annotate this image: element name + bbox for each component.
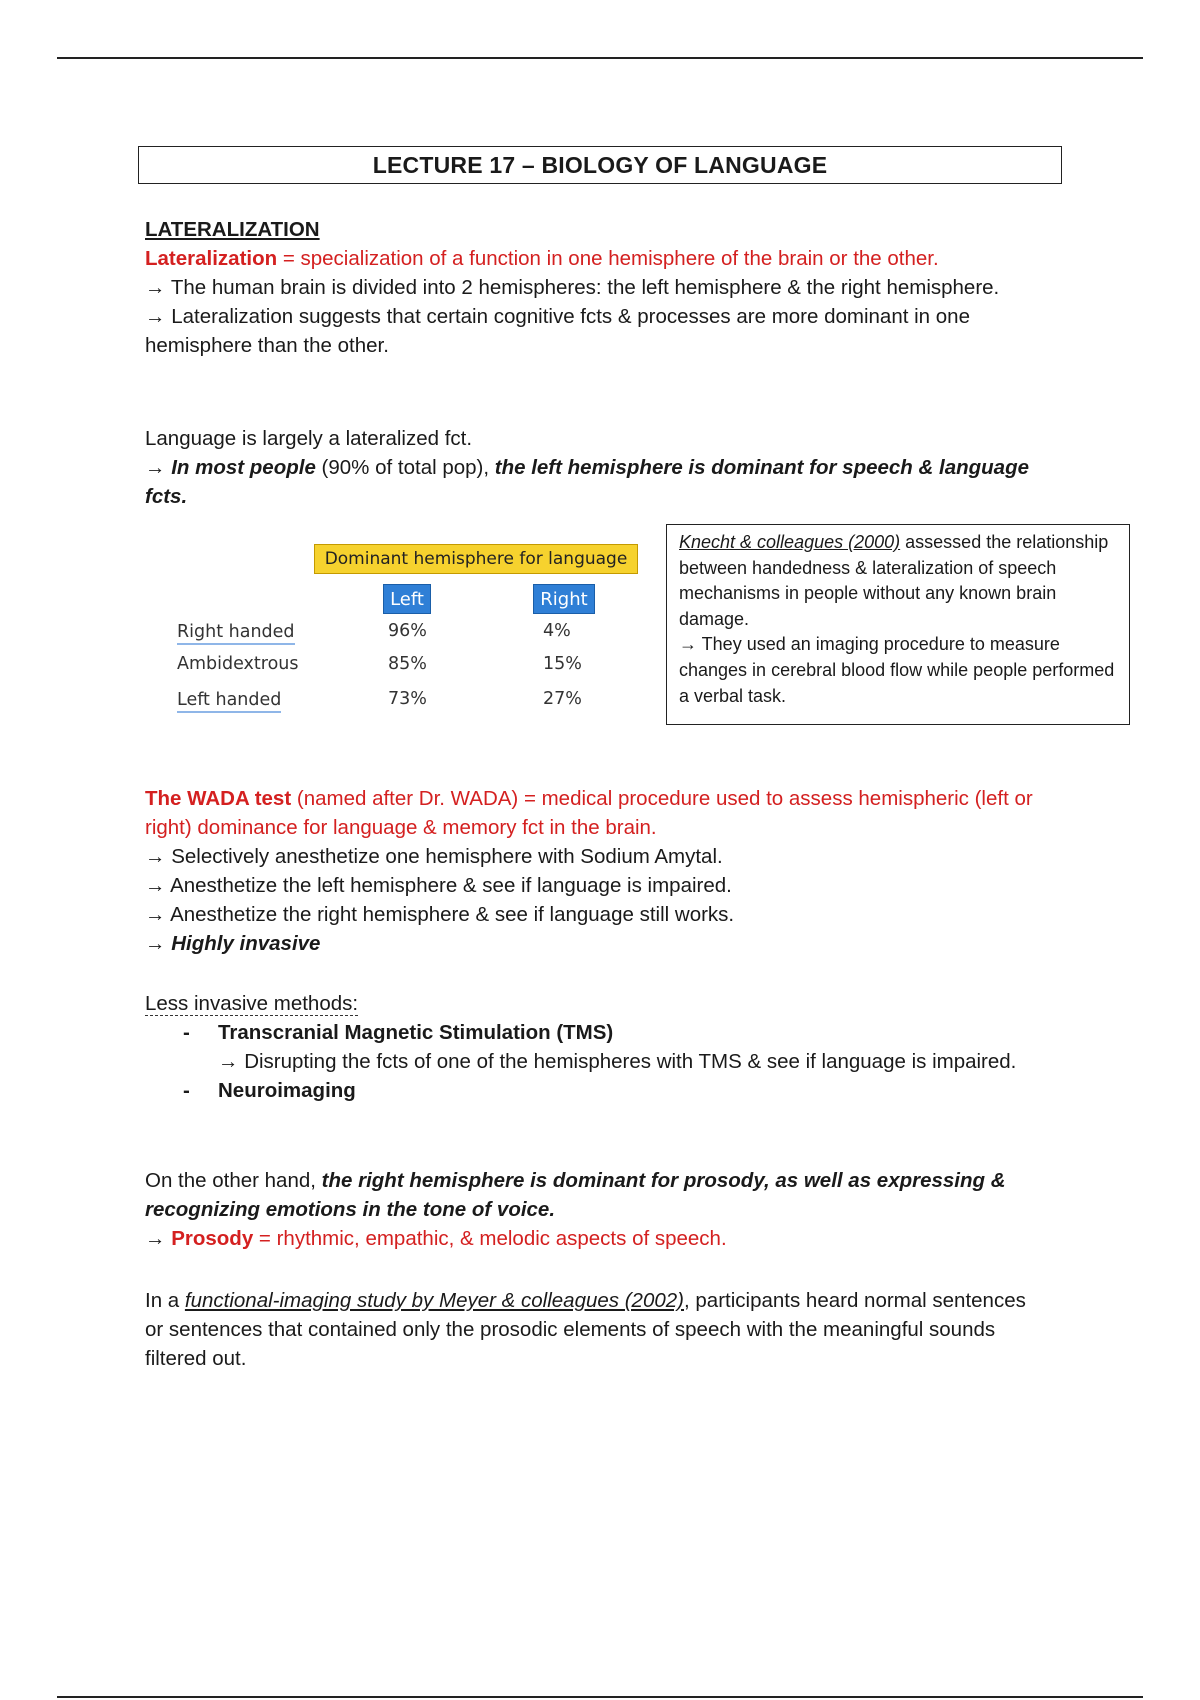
lateralization-term: Lateralization [145, 247, 278, 270]
table-row [170, 652, 640, 682]
row-label: Left handed [177, 689, 281, 713]
list-item [145, 1018, 1045, 1047]
lateralization-point-2: → Lateralization suggests that certain cognitive fcts & processes are more dominant in one hemisphere than the other. [145, 305, 970, 357]
wada-term: The WADA test [145, 787, 292, 810]
wada-def: (named after Dr. WADA) = medical procedure used to assess hemispheric (left or right) dominance for language & memory fct in the brain. [145, 787, 1033, 839]
prosody-definition [145, 1224, 1045, 1253]
right-value: 15% [543, 654, 582, 674]
lateralization-section [145, 215, 1045, 360]
meyer-paragraph [145, 1286, 1045, 1373]
right-value: 27% [543, 689, 582, 709]
wada-definition [145, 784, 1045, 842]
row-label: Ambidextrous [177, 654, 299, 674]
less-invasive-heading: Less invasive methods: [145, 992, 359, 1015]
tms-item: Transcranial Magnetic Stimulation (TMS) [218, 1021, 614, 1044]
table-row [170, 687, 640, 717]
column-left: Left [383, 584, 431, 614]
meyer-section [145, 1286, 1045, 1373]
bottom-rule [57, 1696, 1143, 1698]
table-header: Dominant hemisphere for language [314, 544, 638, 574]
arrow: → [145, 932, 172, 955]
page-title: LECTURE 17 – BIOLOGY OF LANGUAGE [138, 146, 1062, 184]
language-bold-a: In most people [171, 456, 316, 479]
neuroimaging-item: Neuroimaging [218, 1079, 356, 1102]
lateralization-definition [145, 244, 1045, 273]
table-row [170, 619, 640, 649]
row-label: Right handed [177, 621, 295, 645]
highly-invasive: Highly invasive [171, 932, 321, 955]
prosody-def: = rhythmic, empathic, & melodic aspects of speech. [253, 1227, 727, 1250]
lateralization-heading: LATERALIZATION [145, 218, 320, 241]
wada-point-3: → Anesthetize the right hemisphere & see if language still works. [145, 903, 735, 926]
left-value: 96% [388, 621, 427, 641]
bullet-dash: - [183, 1079, 190, 1102]
left-value: 73% [388, 689, 427, 709]
column-right: Right [533, 584, 595, 614]
right-value: 4% [543, 621, 571, 641]
prosody-term: Prosody [171, 1227, 254, 1250]
bullet-dash: - [183, 1021, 190, 1044]
language-plain: (90% of total pop), [315, 456, 495, 479]
prosody-section [145, 1166, 1045, 1253]
prosody-lead: On the other hand, [145, 1169, 322, 1192]
knecht-citation: Knecht & colleagues (2000) [679, 532, 901, 552]
wada-point-2: → Anesthetize the left hemisphere & see if language is impaired. [145, 874, 732, 897]
note-text-1: assessed the relationship between handedness & lateralization of speech mechanisms in people without any known brain damage. [679, 532, 1109, 629]
knecht-note-box [666, 524, 1130, 725]
wada-section [145, 784, 1045, 958]
note-text-2: → They used an imaging procedure to measure changes in cerebral blood flow while people performed a verbal task. [679, 634, 1115, 706]
meyer-rest: , participants heard normal sentences or sentences that contained only the prosodic elements of speech with the meaningful sounds filtered out. [145, 1289, 1026, 1370]
wada-point-1: → Selectively anesthetize one hemisphere with Sodium Amytal. [145, 845, 723, 868]
top-rule [57, 57, 1143, 59]
left-value: 85% [388, 654, 427, 674]
arrow: → [145, 456, 172, 479]
language-line-1: Language is largely a lateralized fct. [145, 427, 473, 450]
handedness-table [170, 540, 640, 720]
tms-sub: → Disrupting the fcts of one of the hemispheres with TMS & see if language is impaired. [218, 1050, 1017, 1073]
meyer-lead: In a [145, 1289, 185, 1312]
prosody-line [145, 1166, 1045, 1224]
language-bold-b: the left hemisphere is dominant for speech & language fcts. [145, 456, 1030, 508]
prosody-bold: the right hemisphere is dominant for prosody, as well as expressing & recognizing emotions in the tone of voice. [145, 1169, 1006, 1221]
language-section [145, 424, 1045, 511]
lateralization-def-text: = specialization of a function in one hemisphere of the brain or the other. [277, 247, 939, 270]
less-invasive-section [145, 989, 1045, 1105]
language-line-2 [145, 453, 1045, 511]
meyer-citation: functional-imaging study by Meyer & colleagues (2002) [184, 1289, 684, 1312]
arrow: → [145, 1227, 172, 1250]
lateralization-point-1: → The human brain is divided into 2 hemispheres: the left hemisphere & the right hemisphere. [145, 276, 1000, 299]
list-item [145, 1076, 1045, 1105]
wada-point-4 [145, 929, 1045, 958]
